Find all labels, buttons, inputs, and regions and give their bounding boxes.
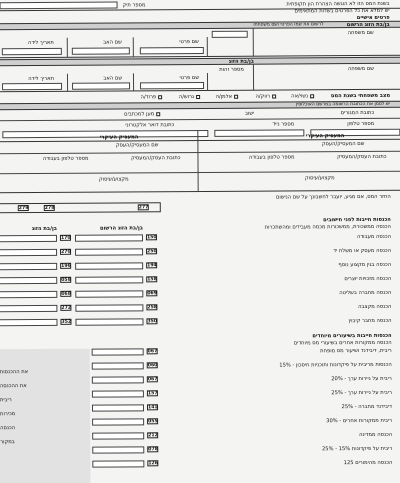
refund-note: החזר המס, אם מגיע, יועבר לחשבונך על שם הנישום (276, 193, 392, 201)
home-address-label: כתובת המגורים (341, 109, 376, 117)
special-row-text: הכנסה ממדינה (360, 431, 394, 439)
left-note-line: מכירות (1, 411, 17, 418)
registered-birth-label: תאריך לידה (29, 39, 55, 47)
income-code-a: 194 (148, 263, 158, 269)
registered-col-header: בן/בת הזוג הרשום (100, 225, 144, 232)
income-registered-field[interactable] (76, 262, 144, 269)
left-note-line: במקור (1, 439, 16, 446)
personal-section-title: פרטים אישיים (357, 14, 391, 22)
employer-main-label: המעסיק העיקרי (306, 133, 346, 140)
code-box-279: 279 (19, 206, 30, 212)
spouse-col-header: בן/בת הזוג (32, 225, 58, 233)
income-registered-field[interactable] (76, 318, 144, 325)
phone-label: מספר טלפון (348, 120, 376, 128)
file-number-field[interactable] (1, 1, 119, 9)
special-amount-field[interactable] (93, 348, 145, 355)
mobile-label: מספר נייד (273, 121, 296, 128)
code-box-277: 277 (139, 205, 150, 211)
special-code: 060 (148, 363, 159, 369)
city-label: ישוב (245, 110, 256, 117)
income-registered-field[interactable] (76, 276, 144, 283)
income-spouse-field[interactable] (0, 235, 58, 242)
marital-option-0: נשוי/אה (292, 93, 310, 100)
registered-father-field[interactable] (73, 47, 131, 54)
left-note-line: את ההכנסות (0, 369, 30, 376)
marital-checkbox-1[interactable] (273, 95, 277, 99)
marital-checkbox-3[interactable] (197, 95, 201, 99)
left-note-line: ריבית (0, 397, 13, 404)
income-code-b: 058 (62, 277, 72, 283)
special-section-subtitle: הכנסה ממקורות אחרים בשיעורי מס מיוחדים (294, 339, 393, 347)
special-amount-field[interactable] (93, 432, 145, 439)
email-label: כתובת דואר אלקטרוני (126, 122, 176, 129)
income-code-b: 270 (62, 249, 72, 255)
special-row-text: דיבידנד מחברה - 25% (342, 403, 394, 411)
spouse-id-label: מספר זהות (220, 66, 245, 73)
special-section-title: הכנסות חייבות בשיעורים מיוחדים (313, 332, 393, 340)
income-spouse-field[interactable] (0, 249, 58, 256)
income-code-b: 170 (61, 235, 72, 241)
special-code: 078 (149, 447, 159, 453)
spouse-employer-phone-label: מספר טלפון בעבודה (43, 155, 90, 162)
registered-last-name-label: שם משפחה (348, 29, 375, 37)
employer-address-label: כתובת העסק/המעסיק (338, 153, 388, 161)
marital-option-4: פרוד/ה (141, 94, 158, 101)
registered-id-field[interactable] (213, 31, 249, 38)
income-code-b: 068 (62, 291, 72, 297)
marital-option-1: רווק/ה (256, 93, 272, 100)
special-amount-field[interactable] (93, 404, 145, 411)
left-note-line: את ההכנסה (0, 383, 28, 390)
special-row-text: ריבית על פיקדונות 15% - 25% (322, 445, 394, 453)
spouse-father-field[interactable] (73, 82, 131, 89)
mail-address-label: מען למכתבים (125, 111, 156, 118)
spouse-title: בן/בת הזוג (229, 58, 255, 65)
address-note: יש לסמן את הכתובת הרשומה במרשם האוכלוסין (296, 101, 392, 108)
special-code: 067 (148, 377, 159, 383)
marital-checkbox-0[interactable] (311, 94, 315, 98)
income-spouse-field[interactable] (0, 319, 59, 326)
special-amount-field[interactable] (93, 446, 145, 453)
special-amount-field[interactable] (93, 376, 145, 383)
top-note: בשנת המס הזו לא הוגשה הצהרת הון תקופתית (287, 0, 391, 8)
income-code-b: 196 (62, 263, 72, 269)
spouse-first-name-label: שם פרטי (180, 74, 201, 82)
income-spouse-field[interactable] (0, 291, 58, 298)
income-registered-field[interactable] (76, 234, 144, 241)
special-amount-field[interactable] (93, 362, 145, 369)
special-code: 067 (148, 349, 159, 355)
spouse-first-name-field[interactable] (141, 82, 205, 89)
spouse-employer-address-label: כתובת העסק/המעסיק (132, 155, 182, 162)
spouse-employer-name-label: שם המעסיק/העסק (116, 142, 160, 149)
registered-first-name-field[interactable] (141, 47, 205, 54)
registered-birth-field[interactable] (3, 48, 63, 55)
income-code-a: 258 (148, 305, 159, 311)
special-row-text: ריבית ממקורות אחרים - 30% (327, 417, 394, 425)
marital-option-2: אלמן/ה (216, 93, 234, 100)
special-code: 212 (149, 433, 159, 439)
special-code: 055 (149, 419, 159, 425)
marital-checkbox-2[interactable] (235, 95, 239, 99)
marital-option-3: גרוש/ה (179, 94, 196, 101)
income-row-text: הכנסה מחבר קיבוץ (349, 317, 393, 325)
marital-label: מצב משפחתי בשנת המס (331, 92, 392, 100)
spouse-birth-field[interactable] (3, 83, 63, 90)
income-row-text: הכנסה מעבודה (357, 233, 392, 241)
income-code-b: 272 (62, 305, 73, 311)
income-code-b: 352 (62, 319, 73, 325)
special-row-text: ריבית על ניירות ערך - 25% (332, 389, 393, 397)
income-code-a: 158 (148, 277, 158, 283)
employer-name-label: שם המעסיק/העסק (322, 140, 366, 148)
spouse-birth-label: תאריך לידה (29, 75, 56, 83)
income-row-text: הכנסה מקצבה (359, 303, 393, 311)
registered-partner-note: לרשום את שמו הפרטי ושם משפחתו (254, 22, 325, 28)
employer-phone-label: מספר טלפון בעבודה (249, 154, 296, 161)
special-row-text: הכנסות מריבית על פיקדונות ותוכניות חיסכון - 15% (280, 361, 393, 369)
marital-checkbox-4[interactable] (159, 95, 163, 99)
income-row-text: הכנסה מזכויות יוצרים (345, 275, 393, 283)
income-spouse-field[interactable] (0, 305, 58, 312)
left-note-line: הכנסה (1, 425, 17, 432)
fill-note: יש למלא את כל הפרטים בשדות המתאימים (295, 7, 391, 15)
file-number-label: מספר תיק (123, 2, 147, 9)
registered-first-name-label: שם פרטי (180, 38, 200, 46)
special-code: 157 (148, 391, 159, 397)
occupation-label: מקצוע/עיסוק (306, 175, 336, 182)
income-code-a: 250 (148, 249, 158, 255)
code-box-278: 278 (45, 205, 56, 211)
income-section-title: הכנסות חייבות לפני חישובים (324, 216, 392, 224)
income-registered-field[interactable] (76, 290, 144, 297)
registered-father-label: שם האב (104, 39, 123, 46)
spouse-father-label: שם האב (104, 75, 124, 82)
income-row-text: הכנסה בגין מקצוע נוסף (339, 261, 393, 269)
special-row-text: ריבית, דיבידנד ושיעור מס מופחת (321, 347, 393, 355)
special-row-text: ריבית על ניירות ערך - 20% (332, 375, 393, 383)
income-row-text: הכנסה מעסק או משלח יד (334, 247, 393, 255)
mail-address-checkbox[interactable] (157, 112, 161, 116)
income-section-subtitle: הכנסה ממשכורת, ממשכורות מכמה מעבידים ומהשתכרות (265, 223, 392, 231)
special-code: 141 (148, 405, 159, 411)
spouse-employer-label: המעסיק העיקרי (100, 134, 140, 141)
spouse-last-name-label: שם משפחה (348, 65, 375, 73)
income-registered-field[interactable] (76, 248, 144, 255)
income-registered-field[interactable] (76, 304, 144, 311)
income-spouse-field[interactable] (0, 263, 58, 270)
special-code: 126 (149, 461, 159, 467)
special-row-text: הכנסה מהימורים 125 (344, 459, 394, 467)
income-code-a: 350 (148, 319, 159, 325)
special-amount-field[interactable] (93, 418, 145, 425)
income-spouse-field[interactable] (0, 277, 58, 284)
income-code-a: 069 (148, 291, 158, 297)
income-row-text: הכנסה מחברה בשליטה (340, 289, 393, 297)
income-code-a: 150 (147, 235, 158, 241)
special-amount-field[interactable] (93, 390, 145, 397)
registered-partner-title: בן/בת הזוג הרשום (347, 21, 391, 29)
special-amount-field[interactable] (93, 460, 145, 467)
spouse-occupation-label: מקצוע/עיסוק (100, 176, 130, 183)
